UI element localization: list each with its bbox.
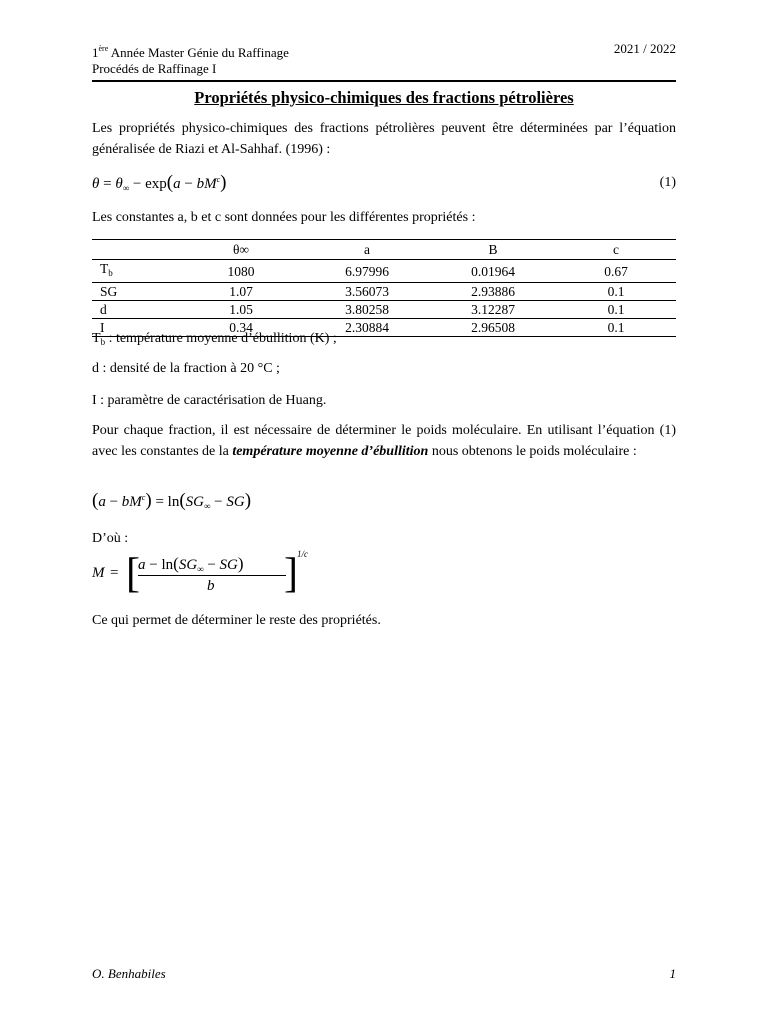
table-row bbox=[92, 260, 676, 283]
table-cell: 0.1 bbox=[556, 283, 676, 301]
table-cell: 1080 bbox=[178, 260, 304, 283]
table-cell: 6.97996 bbox=[304, 260, 430, 283]
para2-emphasis: température moyenne d’ébullition bbox=[232, 444, 429, 459]
table-cell: 0.34 bbox=[178, 319, 304, 337]
footer-author: O. Benhabiles bbox=[92, 966, 166, 981]
table-cell: 3.56073 bbox=[304, 283, 430, 301]
equation-3: M = [ $a - \ln(SG_\infty - SG)$ b ] 1/c bbox=[92, 549, 308, 597]
def-i: I : paramètre de caractérisation de Huang. bbox=[92, 393, 327, 408]
row-label: d bbox=[92, 301, 178, 319]
table-cell: 3.12287 bbox=[430, 301, 556, 319]
equation-2: $(a - bM^c) = \ln(SG_\infty - SG)$ bbox=[92, 490, 252, 511]
table-header-b: B bbox=[430, 240, 556, 260]
equation-1-number: (1) bbox=[659, 175, 676, 190]
constants-intro: Les constantes a, b et c sont données pour les différentes propriétés : bbox=[92, 210, 476, 225]
academic-year: 2021 / 2022 bbox=[613, 41, 676, 56]
equation-1: $\theta = \theta_\infty - \exp(a - bM^c)$ bbox=[92, 172, 227, 193]
def-d: d : densité de la fraction à 20 °C ; bbox=[92, 361, 280, 376]
table-header-c: c bbox=[556, 240, 676, 260]
page-title: Propriétés physico-chimiques des fractions pétrolières bbox=[194, 88, 574, 107]
row-label: I bbox=[92, 319, 178, 337]
course-line-1 bbox=[92, 41, 289, 61]
table-cell: 1.07 bbox=[178, 283, 304, 301]
conclusion-text: Ce qui permet de déterminer le reste des propriétés. bbox=[92, 613, 381, 628]
left-bracket: [ bbox=[126, 551, 140, 597]
table-cell: 0.67 bbox=[556, 260, 676, 283]
table-header-a: a bbox=[304, 240, 430, 260]
def-tb-sub: b bbox=[100, 337, 106, 347]
page-number: 1 bbox=[669, 966, 676, 981]
row-label: SG bbox=[92, 283, 178, 301]
course-year-number: 1 bbox=[92, 45, 99, 60]
def-tb-symbol: T bbox=[92, 331, 101, 346]
course-year-sup: ère bbox=[98, 44, 109, 53]
fraction-bar bbox=[138, 575, 286, 576]
table-cell: 3.80258 bbox=[304, 301, 430, 319]
table-cell: 2.93886 bbox=[430, 283, 556, 301]
fraction-denominator: b bbox=[207, 578, 215, 594]
table-cell: 0.01964 bbox=[430, 260, 556, 283]
row-label-text: T bbox=[100, 261, 109, 276]
exponent: 1/c bbox=[297, 549, 308, 559]
fraction-numerator: $a - \ln(SG_\infty - SG)$ bbox=[138, 554, 244, 574]
course-program: Année Master Génie du Raffinage bbox=[108, 45, 289, 60]
right-bracket: ] bbox=[284, 551, 298, 597]
table-cell: 2.96508 bbox=[430, 319, 556, 337]
header-rule bbox=[92, 80, 676, 82]
table-row bbox=[92, 283, 676, 301]
table-cell: 2.30884 bbox=[304, 319, 430, 337]
table-row bbox=[92, 301, 676, 319]
table-cell: 1.05 bbox=[178, 301, 304, 319]
table-header-theta: θ∞ bbox=[178, 240, 304, 260]
def-tb bbox=[92, 328, 676, 353]
para2-pre: Pour chaque fraction, il est nécessaire de déterminer le poids moléculaire. En utilisant l’équation (1) avec les constantes de la bbox=[92, 423, 676, 459]
intro-paragraph: Les propriétés physico-chimiques des fractions pétrolières peuvent être déterminées par l’équation généralisée de Riazi et Al-Sahhaf. (1996) : bbox=[92, 121, 676, 157]
table-header-blank bbox=[92, 240, 178, 260]
molecular-weight-paragraph bbox=[92, 420, 676, 462]
para2-post: nous obtenons le poids moléculaire : bbox=[428, 444, 637, 459]
table-cell: 0.1 bbox=[556, 319, 676, 337]
course-line-2: Procédés de Raffinage I bbox=[92, 61, 217, 76]
def-tb-text: : température moyenne d’ébullition (K) ; bbox=[105, 331, 337, 346]
dou-text: D’où : bbox=[92, 531, 129, 546]
course-header bbox=[92, 41, 289, 77]
row-label-sub: b bbox=[108, 268, 113, 278]
constants-table bbox=[92, 239, 676, 337]
row-label bbox=[92, 260, 178, 283]
table-cell: 0.1 bbox=[556, 301, 676, 319]
